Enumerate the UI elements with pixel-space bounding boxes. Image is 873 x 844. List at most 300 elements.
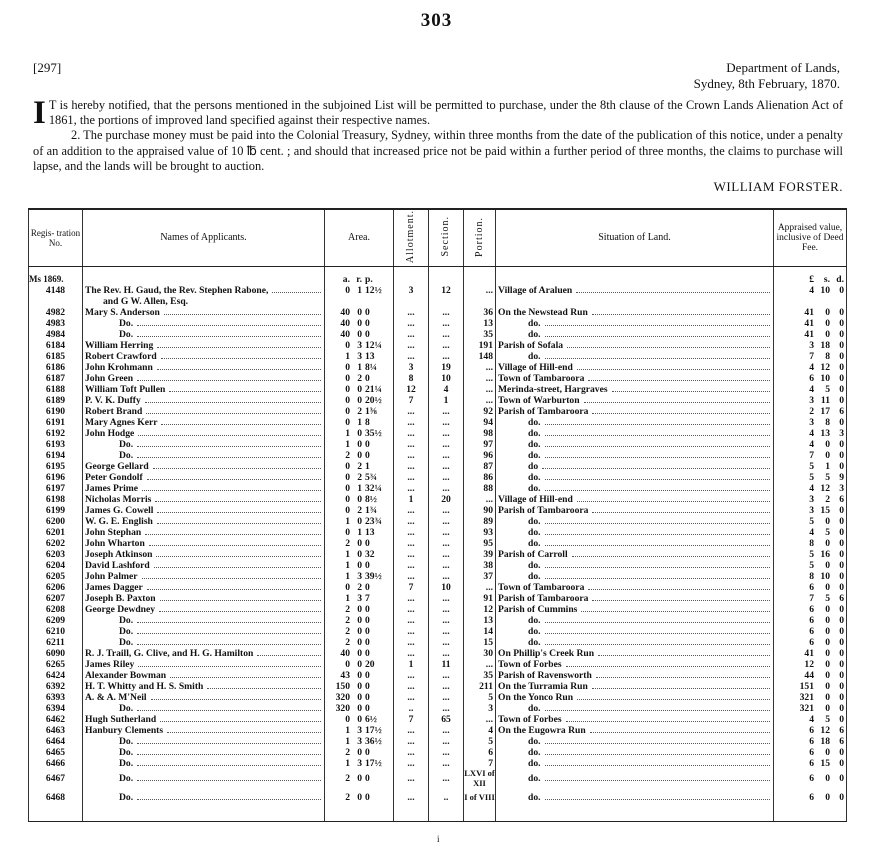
area xyxy=(325,296,394,307)
value-shillings: 0 xyxy=(825,637,830,649)
section: ... xyxy=(429,428,464,439)
applicant-name-text: Do. xyxy=(119,758,134,770)
applicant-name xyxy=(83,417,325,428)
section: 11 xyxy=(429,659,464,670)
area-perches: 17½ xyxy=(365,758,382,770)
situation-text: On Phillip's Creek Run xyxy=(498,648,595,660)
portion-value: 14 xyxy=(483,626,493,638)
value-shillings: 10 xyxy=(820,285,830,297)
value-shillings: 11 xyxy=(820,395,830,407)
situation xyxy=(496,626,774,637)
applicant-name xyxy=(83,788,325,807)
area xyxy=(325,637,394,648)
area-roods: 2 xyxy=(357,505,362,517)
value-pence: 0 xyxy=(839,307,844,319)
pence-unit: d. xyxy=(836,274,844,286)
area-perches: 32¼ xyxy=(365,483,382,495)
value-pounds: 2 xyxy=(809,406,814,418)
value-shillings: 5 xyxy=(825,527,830,539)
situation-text: do. xyxy=(528,417,541,429)
applicant-name-text: John Green xyxy=(85,373,134,385)
dot-leader xyxy=(137,710,321,711)
value-shillings: 0 xyxy=(825,791,830,803)
value-shillings: 1 xyxy=(825,461,830,473)
situation xyxy=(496,637,774,648)
value-pounds: 6 xyxy=(809,772,814,784)
dot-leader xyxy=(598,655,770,656)
applicant-name-text: Do. xyxy=(119,615,134,627)
applicant-name xyxy=(83,747,325,758)
situation-text: Town of Forbes xyxy=(498,714,562,726)
value-shillings: 0 xyxy=(825,439,830,451)
portion-value: 94 xyxy=(483,417,493,429)
registration-no: 6394 xyxy=(29,703,83,714)
allotment: ... xyxy=(394,406,429,417)
value-pence: 0 xyxy=(839,747,844,759)
dot-leader xyxy=(545,490,770,491)
table-row xyxy=(29,681,847,692)
situation-text: do. xyxy=(528,772,541,784)
situation xyxy=(496,527,774,538)
situation xyxy=(496,384,774,395)
allotment-label: Allotment. xyxy=(405,210,416,264)
portion-value: 89 xyxy=(483,516,493,528)
dot-leader xyxy=(170,677,321,678)
situation-text: do. xyxy=(528,637,541,649)
area xyxy=(325,472,394,483)
situation xyxy=(496,681,774,692)
table-row xyxy=(29,340,847,351)
area-roods: 0 xyxy=(357,772,362,784)
area xyxy=(325,549,394,560)
applicant-name-text: John Wharton xyxy=(85,538,145,550)
area-roods: 0 xyxy=(357,791,362,803)
header-names: Names of Applicants. xyxy=(83,209,325,267)
allotment: ... xyxy=(394,417,429,428)
situation-text: do. xyxy=(528,758,541,770)
area xyxy=(325,439,394,450)
registration-no: 6196 xyxy=(29,472,83,483)
area-perches: 0 xyxy=(365,772,370,784)
value-shillings: 0 xyxy=(825,516,830,528)
allotment: ... xyxy=(394,307,429,318)
area-acres: 40 xyxy=(340,307,350,319)
section: ... xyxy=(429,450,464,461)
dot-leader xyxy=(545,780,770,781)
value-shillings: 0 xyxy=(825,670,830,682)
table-row xyxy=(29,692,847,703)
situation-text: Merinda-street, Hargraves xyxy=(498,384,608,396)
portion xyxy=(464,692,496,703)
allotment: ... xyxy=(394,472,429,483)
value-shillings: 0 xyxy=(825,659,830,671)
area xyxy=(325,736,394,747)
registration-no: 6186 xyxy=(29,362,83,373)
allotment: 1 xyxy=(394,494,429,505)
registration-no: 6209 xyxy=(29,615,83,626)
applicant-name-text: Nicholas Morris xyxy=(85,494,152,506)
dot-leader xyxy=(588,380,770,381)
allotment: ... xyxy=(394,736,429,747)
appraised-value xyxy=(774,296,847,307)
situation-text: do. xyxy=(528,703,541,715)
registration-no: 6424 xyxy=(29,670,83,681)
appraised-value xyxy=(774,329,847,340)
applicant-name-text: Do. xyxy=(119,450,134,462)
section: ... xyxy=(429,538,464,549)
area-acres: 1 xyxy=(345,439,350,451)
area-perches: 8 xyxy=(365,417,370,429)
area-acres: 2 xyxy=(345,626,350,638)
appraised-value xyxy=(774,615,847,626)
dot-leader xyxy=(137,633,321,634)
area-roods: 0 xyxy=(357,307,362,319)
area-roods: 0 xyxy=(357,560,362,572)
area-perches: 0 xyxy=(365,648,370,660)
appraised-value xyxy=(774,318,847,329)
portion xyxy=(464,329,496,340)
portion xyxy=(464,560,496,571)
applicant-name xyxy=(83,461,325,472)
appraised-value xyxy=(774,593,847,604)
perches-unit: p. xyxy=(365,274,373,286)
registration-no: 6195 xyxy=(29,461,83,472)
portion-value: ... xyxy=(485,714,493,726)
area-acres: 2 xyxy=(345,538,350,550)
appraised-value xyxy=(774,659,847,670)
value-pounds: 41 xyxy=(804,307,814,319)
dot-leader xyxy=(137,325,321,326)
area-perches: 0 xyxy=(365,703,370,715)
area-roods: 0 xyxy=(357,384,362,396)
portion-value: 191 xyxy=(478,340,493,352)
notice-paragraph-1 xyxy=(33,95,843,131)
situation-text: do. xyxy=(528,747,541,759)
dot-leader xyxy=(149,545,321,546)
appraised-value xyxy=(774,648,847,659)
area-roods: 0 xyxy=(357,450,362,462)
situation xyxy=(496,769,774,788)
value-pence: 0 xyxy=(839,538,844,550)
dot-leader xyxy=(545,710,770,711)
appraised-value xyxy=(774,714,847,725)
applicant-name xyxy=(83,307,325,318)
portion xyxy=(464,736,496,747)
portion xyxy=(464,373,496,384)
portion xyxy=(464,604,496,615)
dot-leader xyxy=(169,391,321,392)
dot-leader xyxy=(592,688,770,689)
area xyxy=(325,758,394,769)
allotment: 7 xyxy=(394,714,429,725)
situation-text: On the Yonco Run xyxy=(498,692,574,704)
area-acres: 0 xyxy=(345,406,350,418)
area xyxy=(325,450,394,461)
area-acres: 0 xyxy=(345,373,350,385)
value-pounds: 41 xyxy=(804,329,814,341)
area-perches: 35½ xyxy=(365,428,382,440)
table-row xyxy=(29,384,847,395)
allotment: ... xyxy=(394,593,429,604)
table-row xyxy=(29,450,847,461)
situation-text: On the Eugowra Run xyxy=(498,725,586,737)
allotment: ... xyxy=(394,637,429,648)
area-roods: 0 xyxy=(357,516,362,528)
area-perches: 36½ xyxy=(365,736,382,748)
applicant-name-text: James G. Cowell xyxy=(85,505,154,517)
applicant-name-text: R. J. Traill, G. Clive, and H. G. Hamilton xyxy=(85,648,254,660)
applicant-name xyxy=(83,329,325,340)
portion-value: 38 xyxy=(483,560,493,572)
area xyxy=(325,681,394,692)
portion xyxy=(464,395,496,406)
allotment: ... xyxy=(394,571,429,582)
value-pence: 9 xyxy=(839,472,844,484)
registration-no: 6206 xyxy=(29,582,83,593)
area-acres: 0 xyxy=(345,285,350,297)
table-row xyxy=(29,549,847,560)
situation xyxy=(496,593,774,604)
applicant-name xyxy=(83,340,325,351)
applicant-name-text: John Palmer xyxy=(85,571,138,583)
dot-leader xyxy=(545,479,770,480)
allotment: 12 xyxy=(394,384,429,395)
value-pence: 6 xyxy=(839,593,844,605)
registration-no: 4148 xyxy=(29,285,83,296)
applicant-name-text: Hanbury Clements xyxy=(85,725,164,737)
area-acres: 0 xyxy=(345,582,350,594)
allotment: ... xyxy=(394,769,429,788)
section: ... xyxy=(429,549,464,560)
header-area: Area. xyxy=(325,209,394,267)
value-pounds: 6 xyxy=(809,615,814,627)
value-shillings: 10 xyxy=(820,571,830,583)
table-row xyxy=(29,439,847,450)
area xyxy=(325,329,394,340)
section: 20 xyxy=(429,494,464,505)
area-acres: 1 xyxy=(345,593,350,605)
portion-value: 6 xyxy=(488,747,493,759)
applicant-name xyxy=(83,351,325,362)
table-row xyxy=(29,725,847,736)
portion xyxy=(464,296,496,307)
portion xyxy=(464,428,496,439)
table-row xyxy=(29,538,847,549)
situation-text: Parish of Carroll xyxy=(498,549,568,561)
dot-leader xyxy=(137,457,321,458)
area xyxy=(325,747,394,758)
situation-text: do. xyxy=(528,450,541,462)
portion xyxy=(464,538,496,549)
value-pence: 0 xyxy=(839,450,844,462)
table-row-continuation xyxy=(29,296,847,307)
area-roods: 0 xyxy=(357,681,362,693)
applicant-name xyxy=(83,505,325,516)
value-pence: 0 xyxy=(839,351,844,363)
area-perches: 8½ xyxy=(365,494,377,506)
allotment: ... xyxy=(394,681,429,692)
applicant-name xyxy=(83,582,325,593)
value-pence: 0 xyxy=(839,791,844,803)
situation xyxy=(496,439,774,450)
registration-no: 4982 xyxy=(29,307,83,318)
situation xyxy=(496,516,774,527)
acres-unit: a. xyxy=(342,274,350,286)
appraised-value xyxy=(774,406,847,417)
situation-text: Parish of Tambaroora xyxy=(498,593,589,605)
area xyxy=(325,560,394,571)
value-pounds: 4 xyxy=(809,285,814,297)
value-pounds: 5 xyxy=(809,549,814,561)
registration-no: 6466 xyxy=(29,758,83,769)
area-acres: 2 xyxy=(345,615,350,627)
section: ... xyxy=(429,604,464,615)
appraised-value xyxy=(774,747,847,758)
notice-paragraph-2: 2. The purchase money must be paid into the Colonial Treasury, Sydney, within three months from the date of the publication of this notice, under a penalty of an addition to the appraised value of 10 ℔ cent. ; and should that increased price not be paid within a further period of three months, the claims to purchase will lapse, and the lands will be brought to auction. xyxy=(33,128,843,173)
situation xyxy=(496,714,774,725)
notice-body xyxy=(33,95,843,174)
applicant-name xyxy=(83,373,325,384)
table-bottom-row xyxy=(29,807,847,822)
value-pounds: 41 xyxy=(804,318,814,330)
value-pounds: 6 xyxy=(809,373,814,385)
applicant-name xyxy=(83,450,325,461)
portion-value: 13 xyxy=(483,615,493,627)
situation-text: Town of Warburton xyxy=(498,395,580,407)
value-shillings: 0 xyxy=(825,615,830,627)
registration-no: 6211 xyxy=(29,637,83,648)
area-roods: 1 xyxy=(357,362,362,374)
applicant-name-text: Mary S. Anderson xyxy=(85,307,160,319)
situation xyxy=(496,406,774,417)
allotment: ... xyxy=(394,340,429,351)
value-pence: 0 xyxy=(839,395,844,407)
value-shillings: 0 xyxy=(825,681,830,693)
area-perches: 0 xyxy=(365,329,370,341)
portion xyxy=(464,472,496,483)
registration-no: 6207 xyxy=(29,593,83,604)
situation-text: Town of Tambaroora xyxy=(498,582,585,594)
portion-value: ... xyxy=(485,373,493,385)
value-shillings: 18 xyxy=(820,736,830,748)
appraised-value xyxy=(774,788,847,807)
value-shillings: 10 xyxy=(820,373,830,385)
applicant-name xyxy=(83,604,325,615)
dot-leader xyxy=(157,369,321,370)
table-row xyxy=(29,758,847,769)
portion-value: 13 xyxy=(483,318,493,330)
situation xyxy=(496,318,774,329)
dot-leader xyxy=(146,413,321,414)
situation xyxy=(496,351,774,362)
appraised-value xyxy=(774,758,847,769)
registration-no: 6197 xyxy=(29,483,83,494)
section: ... xyxy=(429,692,464,703)
section: ... xyxy=(429,318,464,329)
allotment: ... xyxy=(394,483,429,494)
portion xyxy=(464,582,496,593)
registration-no: 6392 xyxy=(29,681,83,692)
area xyxy=(325,483,394,494)
dot-leader xyxy=(592,314,770,315)
applicant-name-text: William Toft Pullen xyxy=(85,384,166,396)
dot-leader xyxy=(272,292,321,293)
area-perches: 0 xyxy=(365,604,370,616)
area-roods: 1 xyxy=(357,483,362,495)
dot-leader xyxy=(612,391,770,392)
applicant-name xyxy=(83,571,325,582)
appraised-value xyxy=(774,417,847,428)
applicant-name xyxy=(83,615,325,626)
applicant-name xyxy=(83,538,325,549)
table-row xyxy=(29,318,847,329)
header-value: Appraised value, inclusive of Deed Fee. xyxy=(774,209,847,267)
situation xyxy=(496,692,774,703)
allotment: ... xyxy=(394,604,429,615)
portion xyxy=(464,505,496,516)
situation-text: do. xyxy=(528,428,541,440)
area-acres: 0 xyxy=(345,395,350,407)
value-shillings: 16 xyxy=(820,549,830,561)
area xyxy=(325,395,394,406)
area-acres: 0 xyxy=(345,527,350,539)
situation-text: do. xyxy=(528,538,541,550)
allotment: ... xyxy=(394,428,429,439)
area-roods: 3 xyxy=(357,340,362,352)
area-roods: 0 xyxy=(357,659,362,671)
area-acres: 0 xyxy=(345,362,350,374)
table-row xyxy=(29,703,847,714)
area-roods: 2 xyxy=(357,461,362,473)
portion-value: 39 xyxy=(483,549,493,561)
value-shillings: 0 xyxy=(825,648,830,660)
applicant-name-text: John Hodge xyxy=(85,428,135,440)
table-row xyxy=(29,637,847,648)
value-pence: 0 xyxy=(839,681,844,693)
value-pounds: 321 xyxy=(799,692,814,704)
area-acres: 2 xyxy=(345,747,350,759)
area-perches: 1 xyxy=(365,461,370,473)
portion xyxy=(464,703,496,714)
area-perches: 12½ xyxy=(365,285,382,297)
area-roods: 0 xyxy=(357,703,362,715)
applicant-name xyxy=(83,670,325,681)
area-roods: 0 xyxy=(357,615,362,627)
table-row xyxy=(29,714,847,725)
area-perches: 0 xyxy=(365,582,370,594)
applicant-name-text: Robert Crawford xyxy=(85,351,157,363)
table-row xyxy=(29,615,847,626)
dot-leader xyxy=(592,512,770,513)
applicant-name-text: Robert Brand xyxy=(85,406,143,418)
applicant-name-text: David Lashford xyxy=(85,560,150,572)
applicant-name xyxy=(83,494,325,505)
value-pence: 0 xyxy=(839,516,844,528)
appraised-value xyxy=(774,461,847,472)
portion xyxy=(464,527,496,538)
registration-no: 6205 xyxy=(29,571,83,582)
header-portion xyxy=(464,209,496,267)
dot-leader xyxy=(137,780,321,781)
section: ... xyxy=(429,406,464,417)
table-row xyxy=(29,428,847,439)
value-pence: 0 xyxy=(839,615,844,627)
area-perches: 1¾ xyxy=(365,505,377,517)
registration-no: 6265 xyxy=(29,659,83,670)
allotment: ... xyxy=(394,516,429,527)
portion xyxy=(464,362,496,373)
portion xyxy=(464,417,496,428)
